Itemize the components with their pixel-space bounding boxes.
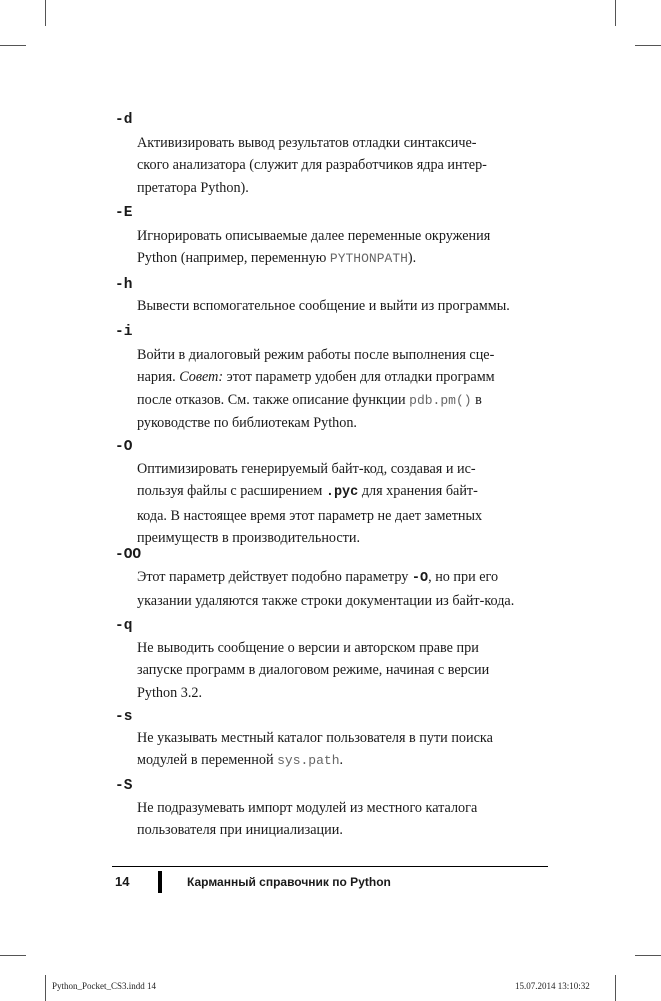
text-line: Не указывать местный каталог пользователя в пути поиска bbox=[137, 730, 493, 746]
text-line bbox=[137, 389, 522, 412]
text-run: после отказов. См. также описание функции bbox=[137, 391, 410, 408]
option-description bbox=[137, 566, 522, 613]
text-run: Этот параметр действует подобно параметру bbox=[137, 569, 412, 585]
text-run: для хранения байт- bbox=[358, 483, 478, 500]
slug-file: Python_Pocket_CS3.indd 14 bbox=[52, 981, 157, 991]
footer-rule bbox=[112, 866, 548, 867]
crop-mark bbox=[45, 0, 46, 26]
option-flag: -d bbox=[115, 112, 133, 128]
text-run: этот параметр удобен для отладки программ bbox=[223, 369, 495, 386]
text-run: , но при его bbox=[428, 569, 499, 585]
option-flag: -S bbox=[115, 778, 133, 794]
option-flag: -OO bbox=[115, 547, 142, 563]
text-line bbox=[137, 366, 522, 388]
text-line: Вывести вспомогательное сообщение и выйти из программы. bbox=[137, 298, 510, 314]
option-description bbox=[137, 458, 522, 549]
crop-mark bbox=[45, 975, 46, 1001]
text-line: руководстве по библиотекам Python. bbox=[137, 414, 357, 431]
option-description bbox=[137, 225, 522, 271]
text-line: Активизировать вывод результатов отладки синтаксиче- bbox=[137, 135, 477, 151]
text-line: преимуществ в производительности. bbox=[137, 529, 361, 546]
text-line bbox=[137, 566, 522, 590]
option-description bbox=[137, 727, 522, 773]
option-description bbox=[137, 132, 522, 199]
code-inline: sys.path bbox=[277, 753, 340, 769]
option-flag: -h bbox=[115, 277, 133, 293]
text-run: Python (например, переменную bbox=[137, 250, 330, 267]
text-run: ). bbox=[407, 250, 417, 267]
text-line: указании удаляются также строки документации из байт-кода. bbox=[137, 593, 515, 610]
crop-mark bbox=[635, 45, 661, 46]
text-line: Войти в диалоговый режим работы после выполнения сце- bbox=[137, 347, 495, 363]
text-line: пользователя при инициализации. bbox=[137, 822, 343, 839]
text-line: Не подразумевать импорт модулей из местного каталога bbox=[137, 800, 478, 816]
emphasis: Совет: bbox=[179, 369, 224, 386]
text-line: Не выводить сообщение о версии и авторском праве при bbox=[137, 640, 479, 656]
code-inline: .pyc bbox=[325, 485, 359, 501]
option-description bbox=[137, 797, 522, 842]
option-flag: -E bbox=[115, 205, 133, 221]
slug-date: 15.07.2014 13:10:32 bbox=[515, 981, 590, 991]
code-inline: -O bbox=[411, 571, 429, 586]
option-flag: -O bbox=[115, 439, 133, 455]
text-line: Игнорировать описываемые далее переменные окружения bbox=[137, 228, 491, 244]
option-description bbox=[137, 344, 522, 434]
text-line: претатора Python). bbox=[137, 179, 249, 196]
text-line: запуске программ в диалоговом режиме, начиная с версии bbox=[137, 662, 490, 679]
option-flag: -q bbox=[115, 618, 133, 634]
text-line: кода. В настоящее время этот параметр не дает заметных bbox=[137, 507, 483, 524]
page-number: 14 bbox=[115, 874, 130, 889]
text-line bbox=[137, 247, 522, 270]
footer-separator bbox=[158, 871, 162, 893]
running-title: Карманный справочник по Python bbox=[187, 875, 391, 889]
option-description bbox=[137, 295, 522, 317]
code-inline: pdb.pm() bbox=[409, 392, 472, 408]
text-line: Python 3.2. bbox=[137, 684, 203, 701]
text-line bbox=[137, 480, 522, 504]
option-flag: -i bbox=[115, 324, 133, 340]
text-run: нария. bbox=[137, 369, 180, 386]
crop-mark bbox=[0, 955, 26, 956]
text-run: модулей в переменной bbox=[137, 752, 278, 769]
crop-mark bbox=[0, 45, 26, 46]
crop-mark bbox=[615, 0, 616, 26]
text-run: пользуя файлы с расширением bbox=[137, 483, 326, 500]
option-flag: -s bbox=[115, 709, 133, 725]
text-line bbox=[137, 749, 522, 772]
text-run: в bbox=[471, 391, 482, 408]
text-run: . bbox=[339, 752, 344, 769]
text-line: ского анализатора (служит для разработчиков ядра интер- bbox=[137, 157, 487, 174]
option-description bbox=[137, 637, 522, 704]
crop-mark bbox=[615, 975, 616, 1001]
text-line: Оптимизировать генерируемый байт-код, создавая и ис- bbox=[137, 461, 476, 477]
code-inline: PYTHONPATH bbox=[329, 251, 408, 267]
crop-mark bbox=[635, 955, 661, 956]
